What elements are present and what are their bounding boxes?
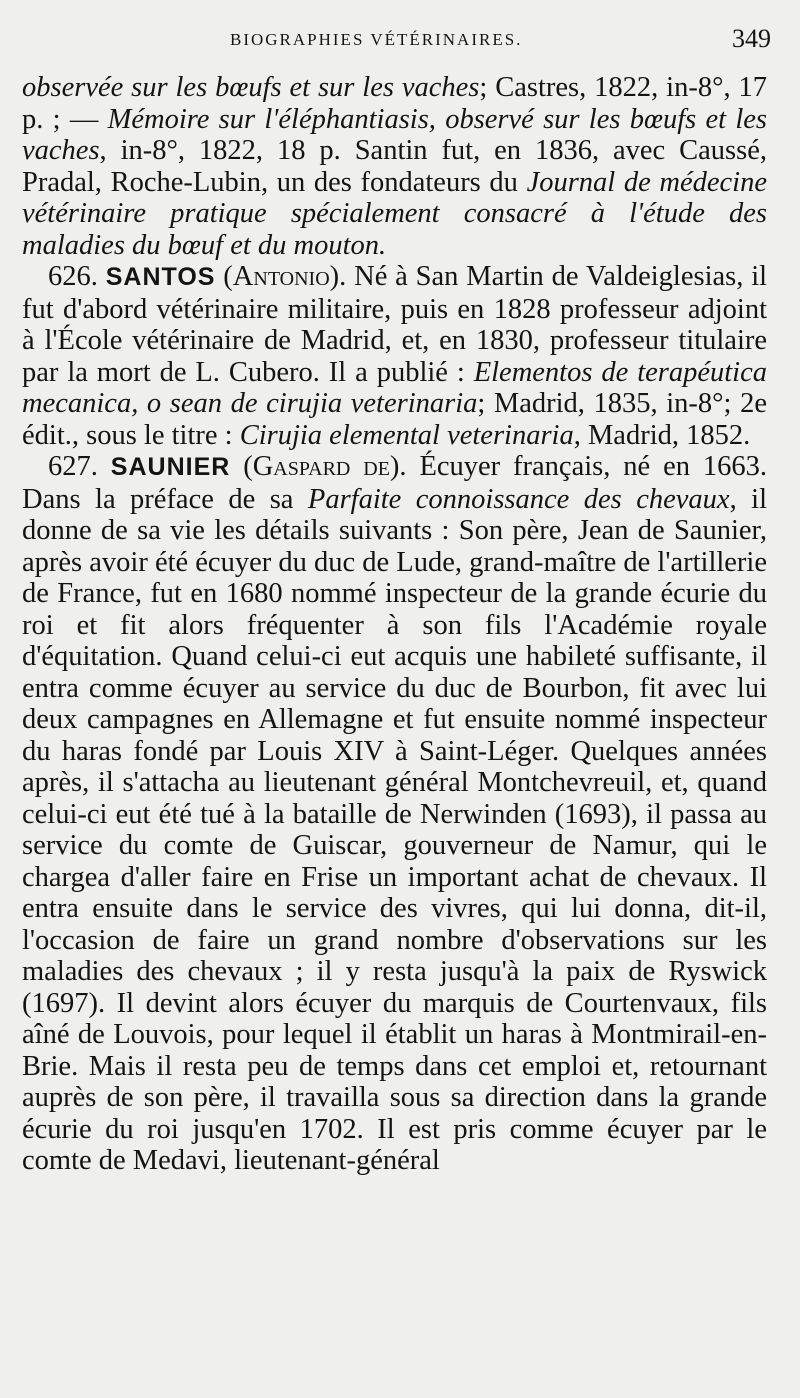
entry-saunier (22, 451, 767, 1177)
entry-number: 626. (48, 261, 98, 292)
page-header (0, 22, 800, 62)
text-run: observée sur les bœufs et sur les vaches (22, 72, 480, 103)
entry-paragraph (22, 451, 767, 1177)
text-run: , Madrid, 1852. (573, 419, 751, 451)
running-title: BIOGRAPHIES VÉTÉRINAIRES. (230, 30, 523, 49)
text-run: ; Castres, 1822, in-8°, 17 p. ; — (22, 72, 768, 135)
entry-santos (22, 261, 767, 451)
entry-paragraph (22, 261, 767, 451)
page-number: 349 (732, 24, 771, 53)
text-run: Cirujia elemental veterinaria (239, 419, 574, 451)
body-text (22, 72, 767, 1177)
entry-name: SANTOS (105, 263, 216, 291)
text-run: Mémoire sur l'éléphantiasis, observé sur les bœufs et les vaches (22, 103, 767, 166)
text-run: Écuyer français, né en 1663. Dans la préface de sa (22, 451, 767, 515)
text-run: , il donne de sa vie les détails suivants : Son père, Jean de Saunier, après avoir été écuyer du duc de Lude, grand-maître de l'artillerie de France, fut en 1680 nommé inspecteur de la grande écurie du roi et fit alors fréquenter à son fils l'Académie royale d'équitation. Quand celui-ci eut acquis une habileté suffisante, il entra comme écuyer au service du duc de Bourbon, fit avec lui deux campagnes en Allemagne et fut ensuite nommé inspecteur du haras fondé par Louis XIV à Saint-Léger. Quelques années après, il s'attacha au lieutenant général Montchevreuil, et, quand celui-ci eut été tué à la bataille de Nerwinden (1693), il passa au service du comte de Guiscar, gouverneur de Namur, qui le chargea d'aller faire en Frise un important achat de chevaux. Il entra ensuite dans le service des vivres, qui lui donna, dit-il, l'occasion de faire un grand nombre d'observations sur les maladies des chevaux ; il y resta jusqu'à la paix de Ryswick (1697). Il devint alors écuyer du marquis de Courtenvaux, fils aîné de Louvois, pour lequel il établit un haras à Montmirail-en-Brie. Mais il resta peu de temps dans cet emploi et, retournant auprès de son père, il travailla sous sa direction dans la grande écurie du roi jusqu'en 1702. Il est pris comme écuyer par le comte de Medavi, lieutenant-général (22, 483, 767, 1176)
text-run: Né à San Martin de Valdeiglesias, il fut d'abord vétérinaire militaire, puis en 1828 professeur adjoint à l'École vétérinaire de Madrid, et, en 1830, professeur titulaire par la mort de L. Cubero. Il a publié : (22, 261, 768, 388)
text-run: , in-8°, 1822, 18 p. Santin fut, en 1836, avec Caussé, Pradal, Roche-Lubin, un des fondateurs du (22, 135, 767, 198)
entry-name: SAUNIER (110, 453, 231, 481)
entry-given-name: (Gaspard de). (243, 451, 407, 482)
continuation-paragraph (22, 72, 767, 261)
entry-number: 627. (48, 451, 98, 482)
text-run: Elementos de terapéutica mecanica, o sean de cirujia veterinaria (22, 356, 767, 419)
entry-given-name: (Antonio). (223, 261, 347, 292)
text-run: Parfaite connoissance des chevaux (307, 483, 730, 515)
text-run: ; Madrid, 1835, in-8°; 2e édit., sous le titre : (22, 388, 767, 451)
text-run: Journal de médecine vétérinaire pratique spécialement consacré à l'étude des maladies du bœuf et du mouton. (22, 166, 767, 261)
